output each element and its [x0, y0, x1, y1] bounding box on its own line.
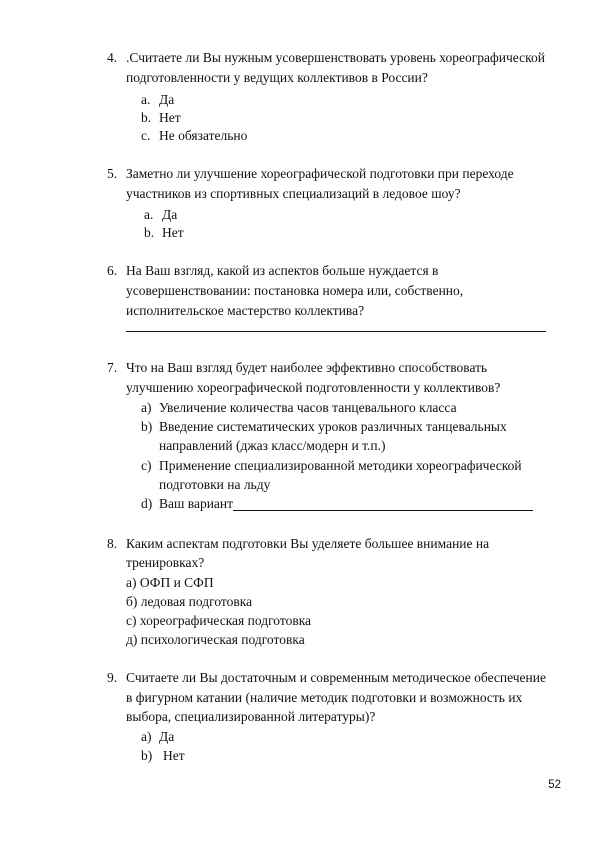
option-text: Применение специализированной методики хореографической	[159, 458, 522, 473]
option-text-continued: подготовки на льду	[159, 477, 271, 492]
option-text: Нет	[163, 748, 185, 763]
option-marker: a)	[141, 729, 152, 744]
question-number: 9.	[107, 670, 118, 685]
option-text: Ваш вариант	[159, 496, 234, 511]
option-marker: b.	[144, 225, 155, 240]
option-marker: a.	[141, 92, 151, 107]
option-marker: b)	[141, 419, 153, 434]
question-text-line: Заметно ли улучшение хореографической подготовки при переходе	[126, 166, 514, 181]
question-text-line: участников из спортивных специализаций в ледовое шоу?	[126, 186, 461, 201]
option-text: Нет	[162, 225, 184, 240]
option-text: Да	[162, 207, 178, 222]
option-text: Не обязательно	[159, 128, 248, 143]
option-marker: b)	[141, 748, 153, 763]
option-text: Введение систематических уроков различных танцевальных	[159, 419, 507, 434]
your-variant-blank-line[interactable]	[233, 510, 533, 511]
question-number: 4.	[107, 50, 118, 65]
question-text-line: выбора, специализированной литературы)?	[126, 709, 376, 724]
option-marker: d)	[141, 496, 153, 511]
question-text-line: улучшению хореографической подготовленности у коллективов?	[126, 380, 501, 395]
page-number: 52	[548, 779, 561, 791]
option-marker: c)	[141, 458, 152, 473]
question-number: 5.	[107, 166, 118, 181]
option-text-continued: направлений (джаз класс/модерн и т.п.)	[159, 438, 386, 453]
option-marker: a.	[144, 207, 154, 222]
question-text-line: Что на Ваш взгляд будет наиболее эффективно способствовать	[126, 360, 488, 375]
answer-blank-line[interactable]	[126, 331, 546, 332]
option-text: Да	[159, 92, 175, 107]
question-text-line: .Считаете ли Вы нужным усовершенствовать уровень хореографической	[126, 50, 545, 65]
option-text: Нет	[159, 110, 181, 125]
question-number: 8.	[107, 536, 118, 551]
question-text-line: тренировках?	[126, 555, 205, 570]
question-number: 7.	[107, 360, 118, 375]
option-text: д) психологическая подготовка	[126, 632, 305, 647]
option-marker: a)	[141, 400, 152, 415]
question-number: 6.	[107, 263, 118, 278]
question-text-line: На Ваш взгляд, какой из аспектов больше нуждается в	[126, 263, 439, 278]
question-text-line: исполнительское мастерство коллектива?	[126, 303, 365, 318]
question-text-line: усовершенствовании: постановка номера или, собственно,	[126, 283, 464, 298]
option-text: Да	[159, 729, 175, 744]
question-text-line: в фигурном катании (наличие методик подготовки и возможность их	[126, 690, 523, 705]
option-text: б) ледовая подготовка	[126, 594, 253, 609]
question-text-line: подготовленности у ведущих коллективов в России?	[126, 70, 428, 85]
option-marker: b.	[141, 110, 152, 125]
question-text-line: Считаете ли Вы достаточным и современным методическое обеспечение	[126, 670, 546, 685]
option-text: Увеличение количества часов танцевального класса	[159, 400, 457, 415]
option-text: с) хореографическая подготовка	[126, 613, 312, 628]
option-marker: c.	[141, 128, 151, 143]
option-text: а) ОФП и СФП	[126, 575, 214, 590]
question-text-line: Каким аспектам подготовки Вы уделяете большее внимание на	[126, 536, 490, 551]
